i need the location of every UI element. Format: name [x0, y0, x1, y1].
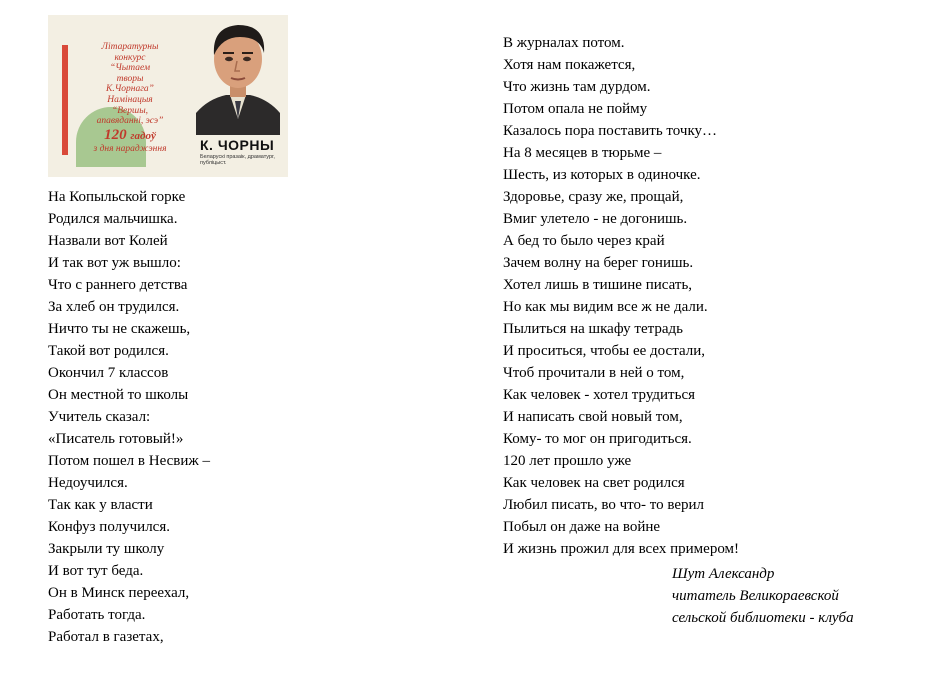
poem-line: Так как у власти: [48, 497, 153, 513]
poster-contest-text: [66, 42, 194, 154]
poem-line: Вмиг улетело - не догонишь.: [503, 211, 688, 227]
poster-author-name: К. ЧОРНЫ: [200, 137, 275, 153]
poem-line: На Копыльской горке: [48, 189, 186, 205]
poem-line: Пылиться на шкафу тетрадь: [503, 321, 684, 337]
signature-role: читатель Великораевской: [672, 588, 839, 604]
poem-line: Окончил 7 классов: [48, 365, 169, 381]
poem-line: Работать тогда.: [48, 607, 146, 623]
poem-line: Побыл он даже на войне: [503, 519, 661, 535]
poem-line: Закрыли ту школу: [48, 541, 165, 557]
poster-author-subtitle: Беларускі празаік, драматург, публіцыст.: [200, 154, 275, 166]
poster-line: Намінацыя: [107, 94, 153, 105]
poem-left-column: [48, 186, 210, 648]
poem-line: И вот тут беда.: [48, 563, 144, 579]
poster-line: апавяданні, эсэ”: [96, 116, 164, 127]
poster-line: К.Чорнага”: [106, 84, 154, 95]
poster-line: Літаратурны: [101, 42, 159, 52]
poem-line: Хотел лишь в тишине писать,: [503, 277, 693, 293]
poem-line: А бед то было через край: [503, 233, 665, 249]
poem-line: Он в Минск переехал,: [48, 585, 190, 601]
poem-line: «Писатель готовый!»: [48, 431, 184, 447]
poem-line: За хлеб он трудился.: [48, 299, 180, 315]
poem-line: Что жизнь там дурдом.: [503, 79, 651, 95]
poem-line: Здоровье, сразу же, прощай,: [503, 189, 684, 205]
poster-line: “Чытаем: [109, 63, 151, 74]
poem-line: Работал в газетах,: [48, 629, 164, 645]
poster-line: творы: [116, 73, 144, 84]
poem-line: Шесть, из которых в одиночке.: [503, 167, 701, 183]
poem-right-column: [503, 32, 739, 560]
poem-line: Недоучился.: [48, 475, 128, 491]
author-signature: [672, 563, 854, 629]
poem-line: Потом опала не пойму: [503, 101, 648, 117]
poster-anniversary-number: 120: [104, 126, 127, 143]
poem-line: Как человек - хотел трудиться: [503, 387, 696, 403]
poem-line: И написать свой новый том,: [503, 409, 683, 425]
poster-line: конкурс: [114, 52, 146, 63]
poem-line: Назвали вот Колей: [48, 233, 168, 249]
poem-line: На 8 месяцев в тюрьме –: [503, 145, 662, 161]
poem-line: Как человек на свет родился: [503, 475, 685, 491]
poem-line: Любил писать, во что- то верил: [503, 497, 704, 513]
poem-line: Он местной то школы: [48, 387, 189, 403]
poem-line: Такой вот родился.: [48, 343, 169, 359]
signature-name: Шут Александр: [672, 566, 775, 582]
poem-line: Учитель сказал:: [48, 409, 151, 425]
poem-line: Казалось пора поставить точку…: [503, 123, 718, 139]
poem-line: И жизнь прожил для всех примером!: [503, 541, 740, 557]
poem-line: Что с раннего детства: [48, 277, 188, 293]
poem-line: Ничто ты не скажешь,: [48, 321, 191, 337]
poem-line: И так вот уж вышло:: [48, 255, 181, 271]
signature-place: сельской библиотеки - клуба: [672, 610, 854, 626]
poem-line: Потом пошел в Несвиж –: [48, 453, 210, 469]
poem-line: 120 лет прошло уже: [503, 453, 632, 469]
poem-line: Зачем волну на берег гонишь.: [503, 255, 694, 271]
poster-anniversary-caption: з дня нараджэння: [93, 143, 167, 154]
poster-line: “Вершы,: [111, 105, 149, 116]
portrait-image: [188, 15, 288, 135]
poem-line: Чтоб прочитали в ней о том,: [503, 365, 685, 381]
poem-line: Кому- то мог он пригодиться.: [503, 431, 692, 447]
poster-anniversary-word: гадоў: [130, 129, 156, 142]
poem-line: И проситься, чтобы ее достали,: [503, 343, 706, 359]
poem-line: Хотя нам покажется,: [503, 57, 636, 73]
poem-line: Но как мы видим все ж не дали.: [503, 299, 708, 315]
contest-poster: [48, 15, 288, 177]
poem-line: В журналах потом.: [503, 35, 625, 51]
poem-line: Родился мальчишка.: [48, 211, 178, 227]
poem-line: Конфуз получился.: [48, 519, 170, 535]
